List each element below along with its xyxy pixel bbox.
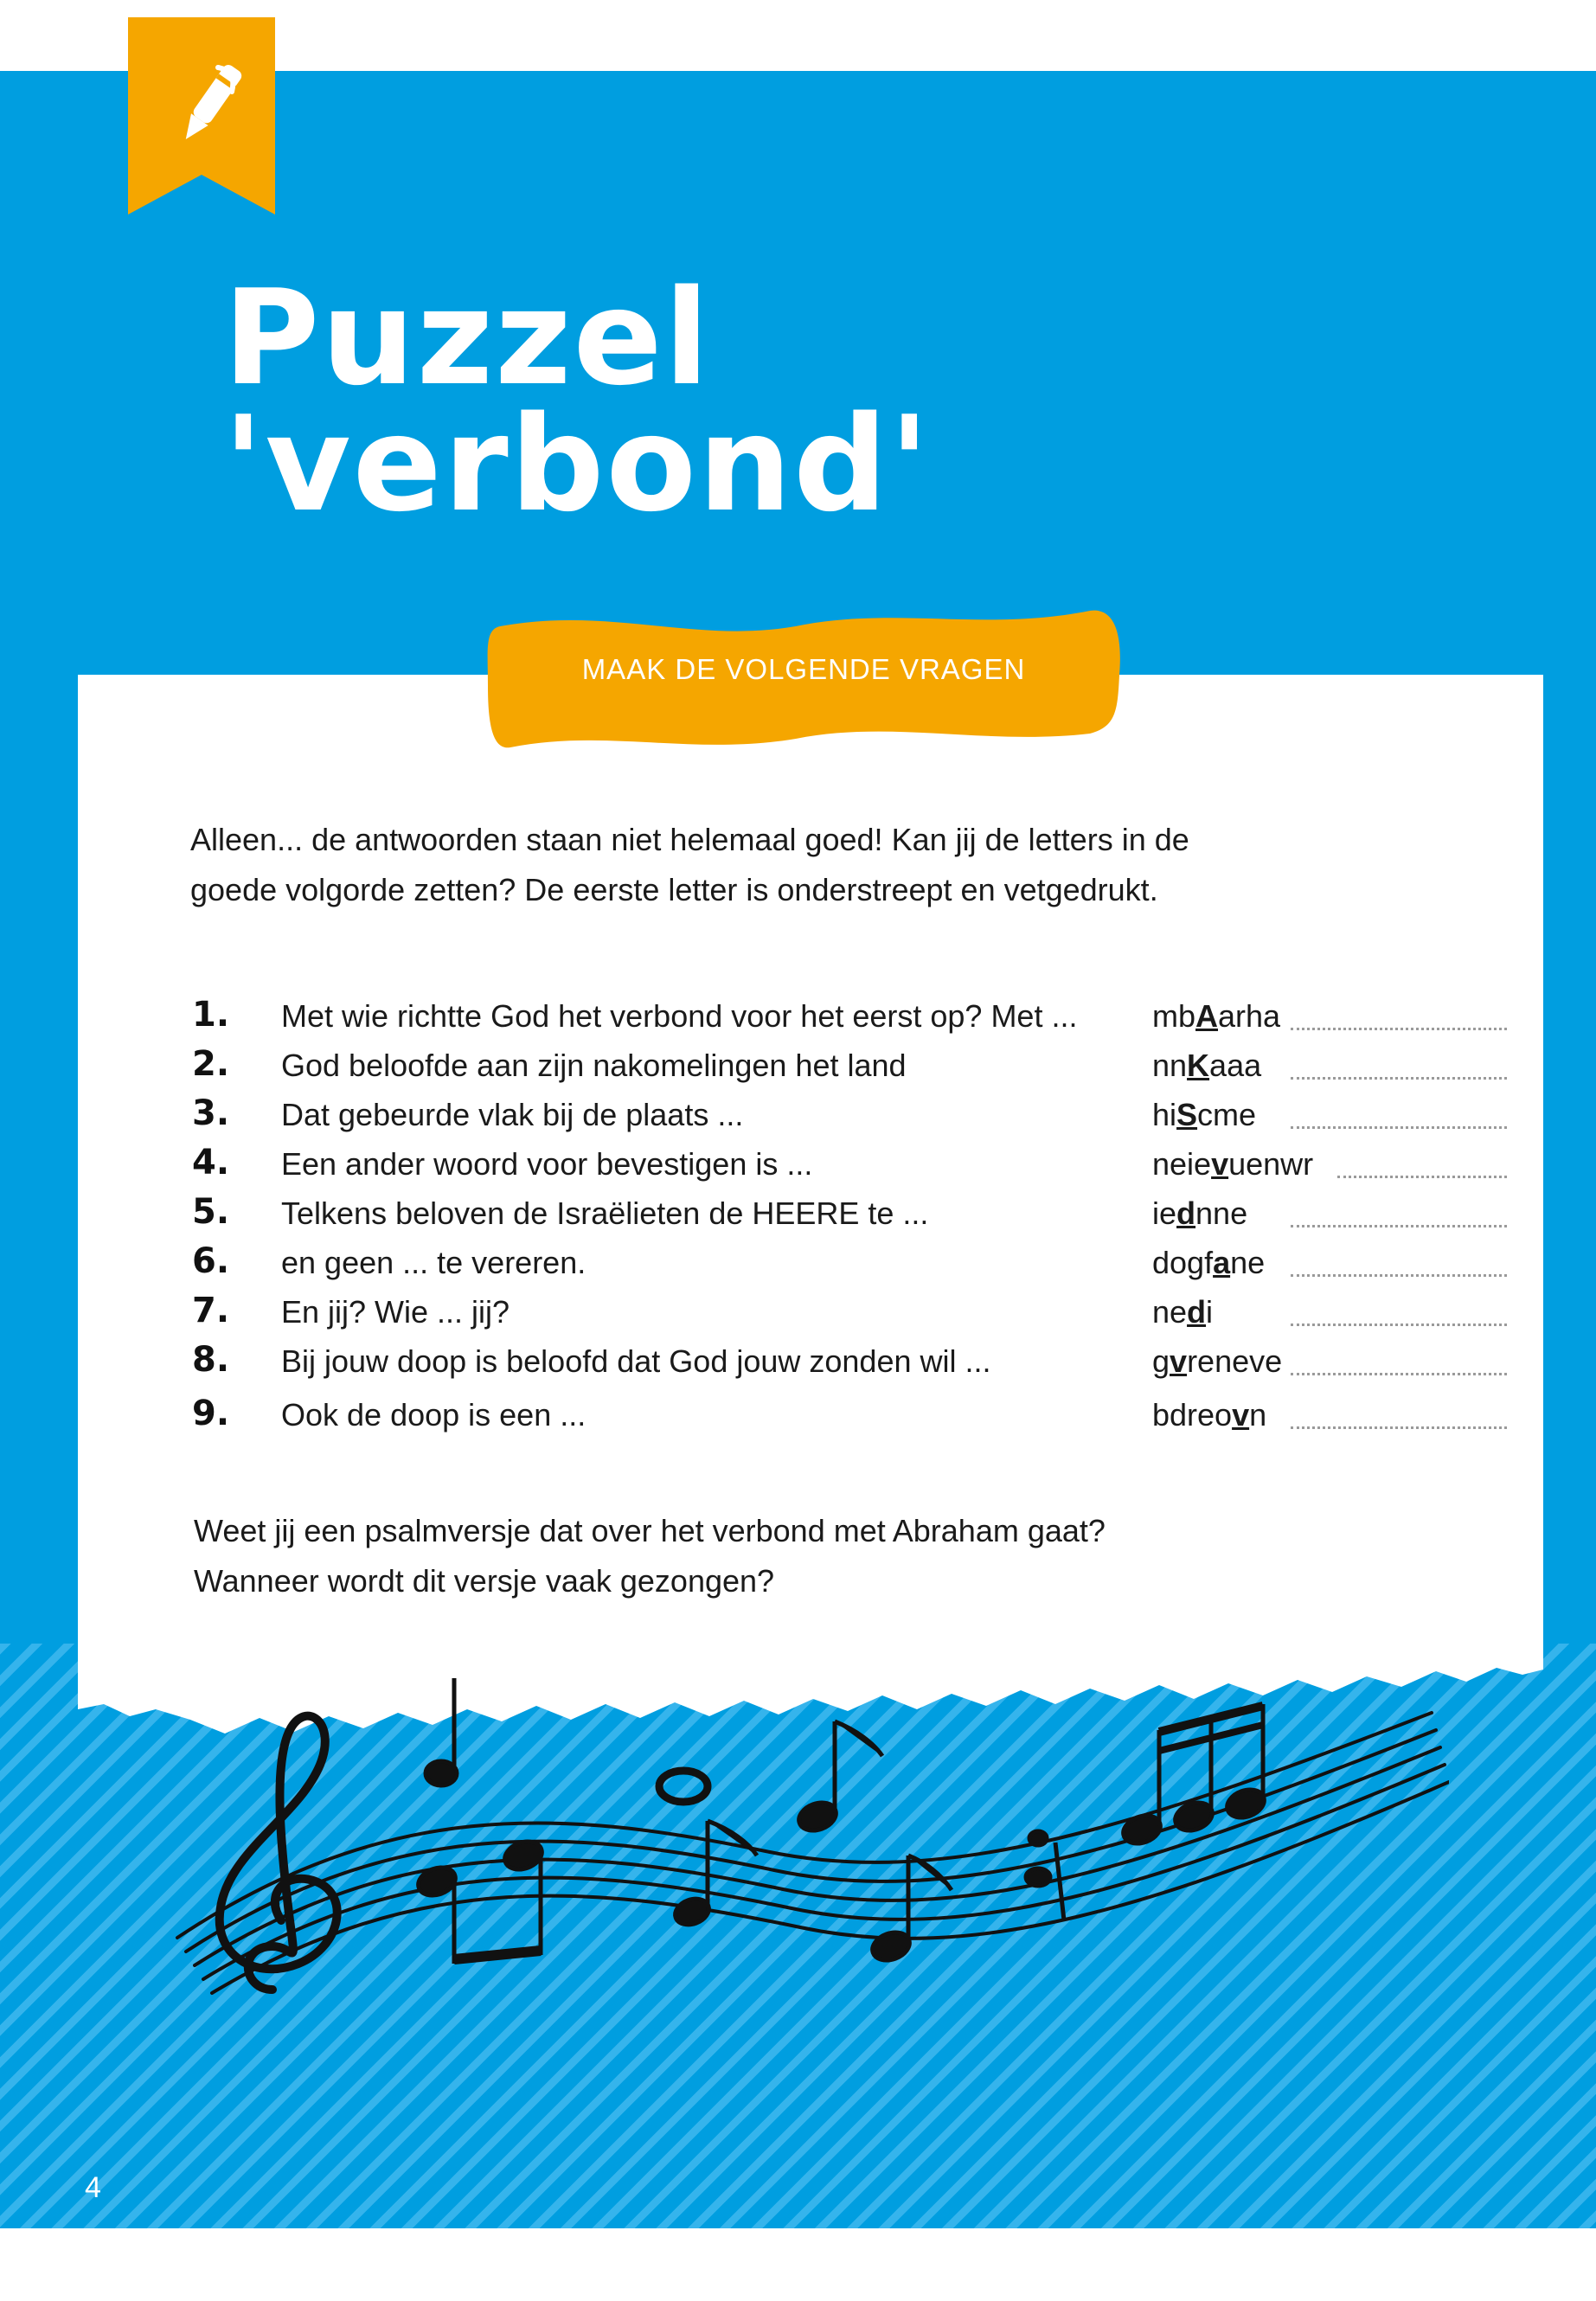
music-notes-illustration — [160, 1661, 1449, 2024]
answer-line[interactable] — [1291, 1274, 1507, 1277]
first-letter: a — [1213, 1245, 1231, 1280]
question-row — [0, 1291, 1596, 1339]
question-text: Ook de doop is een ... — [281, 1397, 586, 1433]
scrambled-word: dogfane — [1152, 1245, 1266, 1280]
outro-text — [194, 1506, 1405, 1606]
scrambled-word: nedi — [1152, 1294, 1214, 1330]
page-number: 4 — [85, 2171, 101, 2204]
answer-line[interactable] — [1291, 1324, 1507, 1326]
question-row — [0, 1340, 1596, 1388]
scrambled-word: mbAarha — [1152, 998, 1281, 1034]
treble-clef-icon — [220, 1716, 337, 1990]
question-text: en geen ... te vereren. — [281, 1245, 586, 1280]
scrambled-word: nnKaaa — [1152, 1048, 1262, 1083]
question-number: 6. — [192, 1241, 230, 1281]
question-number: 2. — [192, 1044, 230, 1084]
first-letter: A — [1195, 998, 1219, 1034]
first-letter: d — [1187, 1294, 1207, 1330]
intro-text — [190, 815, 1315, 915]
scrambled-word: gvreneve — [1152, 1343, 1283, 1379]
question-number: 9. — [192, 1394, 230, 1433]
intro-line-2: goede volgorde zetten? De eerste letter is onderstreept en vetgedrukt. — [190, 872, 1158, 907]
question-text: Met wie richtte God het verbond voor het eerst op? Met ... — [281, 998, 1078, 1034]
scrambled-word: iednne — [1152, 1195, 1248, 1231]
answer-line[interactable] — [1337, 1176, 1507, 1178]
first-letter: v — [1211, 1146, 1229, 1182]
scrambled-word: hiScme — [1152, 1097, 1257, 1132]
question-row — [0, 1044, 1596, 1093]
first-letter: v — [1232, 1397, 1250, 1433]
question-row — [0, 1394, 1596, 1442]
pen-icon — [128, 17, 275, 215]
question-text: En jij? Wie ... jij? — [281, 1294, 510, 1330]
answer-line[interactable] — [1291, 1126, 1507, 1129]
question-text: Een ander woord voor bevestigen is ... — [281, 1146, 813, 1182]
first-letter: K — [1187, 1048, 1210, 1083]
answer-line[interactable] — [1291, 1373, 1507, 1375]
question-number: 5. — [192, 1192, 230, 1232]
question-row — [0, 1192, 1596, 1240]
question-number: 4. — [192, 1143, 230, 1183]
question-text: Bij jouw doop is beloofd dat God jouw zonden wil ... — [281, 1343, 991, 1379]
outro-line-1: Weet jij een psalmversje dat over het verbond met Abraham gaat? — [194, 1513, 1106, 1548]
question-number: 8. — [192, 1340, 230, 1380]
question-row — [0, 1143, 1596, 1191]
page-title — [223, 261, 932, 541]
banner-label: MAAK DE VOLGENDE VRAGEN — [581, 653, 1026, 685]
question-number: 3. — [192, 1093, 230, 1133]
title-line-2: 'verbond' — [223, 388, 932, 541]
title-line-1: Puzzel — [223, 261, 711, 414]
question-text: Dat gebeurde vlak bij de plaats ... — [281, 1097, 744, 1132]
question-row — [0, 995, 1596, 1043]
answer-line[interactable] — [1291, 1077, 1507, 1080]
outro-line-2: Wanneer wordt dit versje vaak gezongen? — [194, 1563, 775, 1599]
intro-line-1: Alleen... de antwoorden staan niet helemaal goed! Kan jij de letters in de — [190, 822, 1189, 857]
question-row — [0, 1241, 1596, 1290]
answer-line[interactable] — [1291, 1225, 1507, 1227]
question-row — [0, 1093, 1596, 1142]
first-letter: d — [1176, 1195, 1196, 1231]
question-text: God beloofde aan zijn nakomelingen het land — [281, 1048, 907, 1083]
question-number: 7. — [192, 1291, 230, 1330]
scrambled-word: bdreovn — [1152, 1397, 1267, 1433]
first-letter: S — [1176, 1097, 1198, 1132]
question-text: Telkens beloven de Israëlieten de HEERE te ... — [281, 1195, 929, 1231]
first-letter: v — [1170, 1343, 1188, 1379]
scrambled-word: neievuenwr — [1152, 1146, 1314, 1182]
question-number: 1. — [192, 995, 230, 1035]
answer-line[interactable] — [1291, 1028, 1507, 1030]
answer-line[interactable] — [1291, 1426, 1507, 1429]
